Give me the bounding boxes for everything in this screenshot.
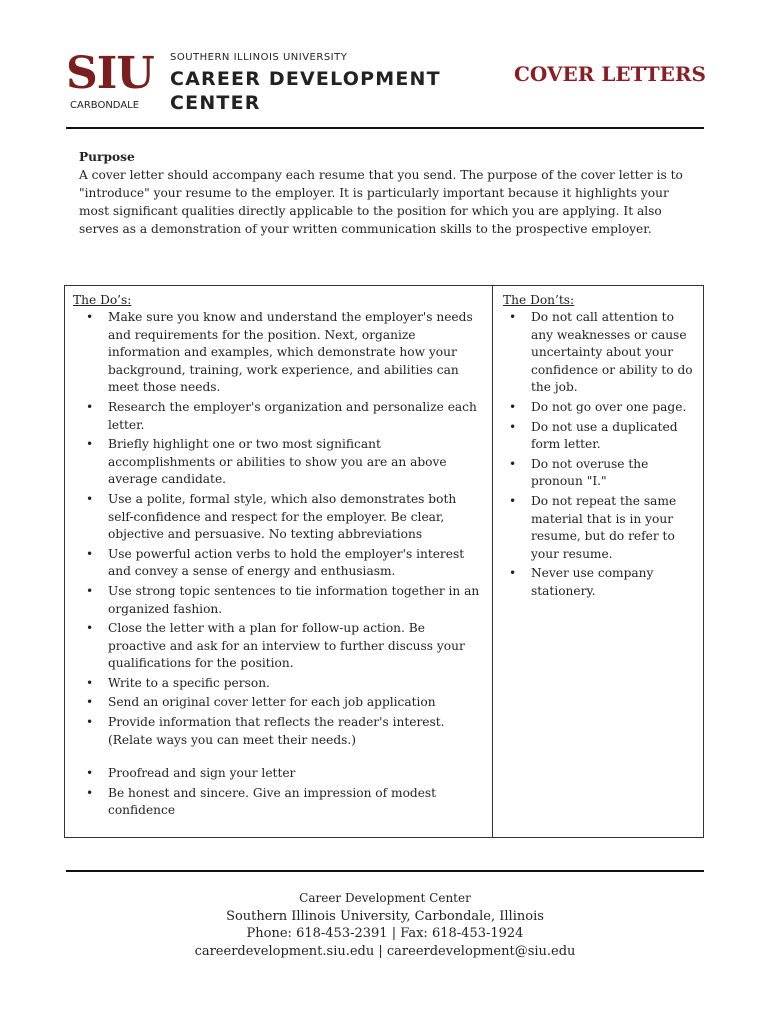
document-title: COVER LETTERS [513,62,706,86]
list-item: • Never use company stationery. [531,565,697,600]
purpose-body: A cover letter should accompany each resume that you send. The purpose of the cover letter is to "introduce" your resume to the employer. It is particularly important because it highlights your most significant qualities directly applicable to the position for which you are applying. It also serves as a demonstration of your written communication skills to the prospective employer. [79,168,683,236]
footer-address: Southern Illinois University, Carbondale, Illinois [226,908,544,924]
dos-column [65,286,493,837]
footer-divider [66,870,704,872]
dos-heading: The Do’s: [73,293,132,307]
list-item: • Do not overuse the pronoun "I." [531,456,697,491]
donts-heading: The Don’ts: [503,293,575,307]
list-item: • Do not use a duplicated form letter. [531,419,697,454]
list-item: • Close the letter with a plan for follow-up action. Be proactive and ask for an interview to further discuss your qualifications for the position. [108,620,484,673]
donts-list [503,309,697,601]
dos-donts-table [64,285,704,838]
list-item: • Do not go over one page. [531,399,697,417]
logo-wordmark: SIU [66,48,154,99]
list-item: • Write to a specific person. [108,675,484,693]
center-name-line2: CENTER [170,92,261,114]
footer-center-name: Career Development Center [299,891,471,905]
footer-web-email[interactable]: careerdevelopment.siu.edu | careerdevelopment@siu.edu [194,943,576,959]
page-footer [66,890,704,960]
donts-column [493,286,703,837]
list-item: • Proofread and sign your letter [108,765,484,783]
header-divider [66,127,704,129]
unit-name [170,52,470,120]
university-name: SOUTHERN ILLINOIS UNIVERSITY [170,52,348,63]
center-name-line1: CAREER DEVELOPMENT [170,68,441,90]
purpose-section [79,148,699,238]
list-item: • Provide information that reflects the reader's interest. (Relate ways you can meet their needs.) [108,714,484,749]
list-item: • Do not repeat the same material that is in your resume, but do refer to your resume. [531,493,697,563]
list-item: • Use a polite, formal style, which also demonstrates both self-confidence and respect for the employer. Be clear, objective and persuasive. No texting abbreviations [108,491,484,544]
list-item: • Be honest and sincere. Give an impression of modest confidence [108,785,484,820]
page-header [66,50,706,120]
footer-phone-fax: Phone: 618-453-2391 | Fax: 618-453-1924 [246,926,524,941]
list-item: • Research the employer's organization and personalize each letter. [108,399,484,434]
list-item: • Use strong topic sentences to tie information together in an organized fashion. [108,583,484,618]
siu-logo [66,50,156,118]
list-item: • Use powerful action verbs to hold the employer's interest and convey a sense of energy and enthusiasm. [108,546,484,581]
list-item: • Do not call attention to any weaknesses or cause uncertainty about your confidence or ability to do the job. [531,309,697,397]
dos-list [73,309,484,820]
list-item: • Send an original cover letter for each job application [108,694,484,712]
list-item: • Make sure you know and understand the employer's needs and requirements for the position. Next, organize information and examples, which demonstrate how your background, training, work experience, and abilities can meet those needs. [108,309,484,397]
purpose-heading: Purpose [79,150,135,164]
list-item: • Briefly highlight one or two most significant accomplishments or abilities to show you are an above average candidate. [108,436,484,489]
logo-campus: CARBONDALE [70,100,140,111]
center-name [170,67,470,115]
